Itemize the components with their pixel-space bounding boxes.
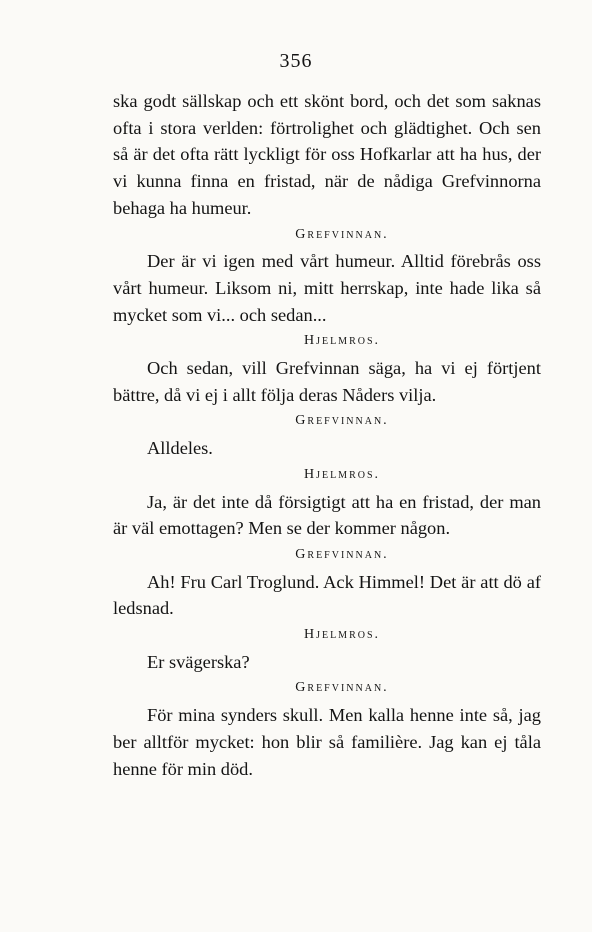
speech-paragraph: Alldeles. [147, 438, 213, 459]
speech-paragraph: För mina synders skull. Men kalla henne inte så, jag ber alltför mycket: hon blir så familière. Jag kan ej tåla henne för min död. [113, 705, 541, 779]
speech-paragraph: Ah! Fru Carl Troglund. Ack Himmel! Det är att dö af ledsnad. [113, 571, 541, 619]
speech-paragraph: Er svägerska? [147, 651, 250, 672]
speech-paragraph: Der är vi igen med vårt humeur. Alltid förebrås oss vårt humeur. Liksom ni, mitt herrskap, inte hade lika så mycket som vi... och sedan... [113, 251, 541, 325]
speaker-name: Hjelmros. [303, 627, 381, 643]
page-number: 356 [279, 50, 313, 72]
text-block [113, 88, 541, 782]
speaker-name: Grefvinnan. [295, 546, 389, 562]
speaker-name: Hjelmros. [303, 333, 381, 349]
speaker-name: Hjelmros. [303, 466, 381, 482]
speaker-name: Grefvinnan. [295, 413, 389, 429]
speech-paragraph: ska godt sällskap och ett skönt bord, och det som saknas ofta i stora verlden: förtrolighet och glädtighet. Och sen så är det ofta rätt lyckligt för oss Hofkarlar att ha hus, der vi kunna finna en fristad, när de nådiga Grefvinnorna behaga ha humeur. [113, 91, 541, 218]
speaker-name: Grefvinnan. [295, 680, 389, 696]
speech-paragraph: Ja, är det inte då försigtigt att ha en fristad, der man är väl emottagen? Men se der kommer någon. [113, 491, 541, 539]
speech-paragraph: Och sedan, vill Grefvinnan säga, ha vi ej förtjent bättre, då vi ej i allt följa deras Nåders vilja. [113, 358, 541, 405]
speaker-name: Grefvinnan. [295, 226, 389, 242]
